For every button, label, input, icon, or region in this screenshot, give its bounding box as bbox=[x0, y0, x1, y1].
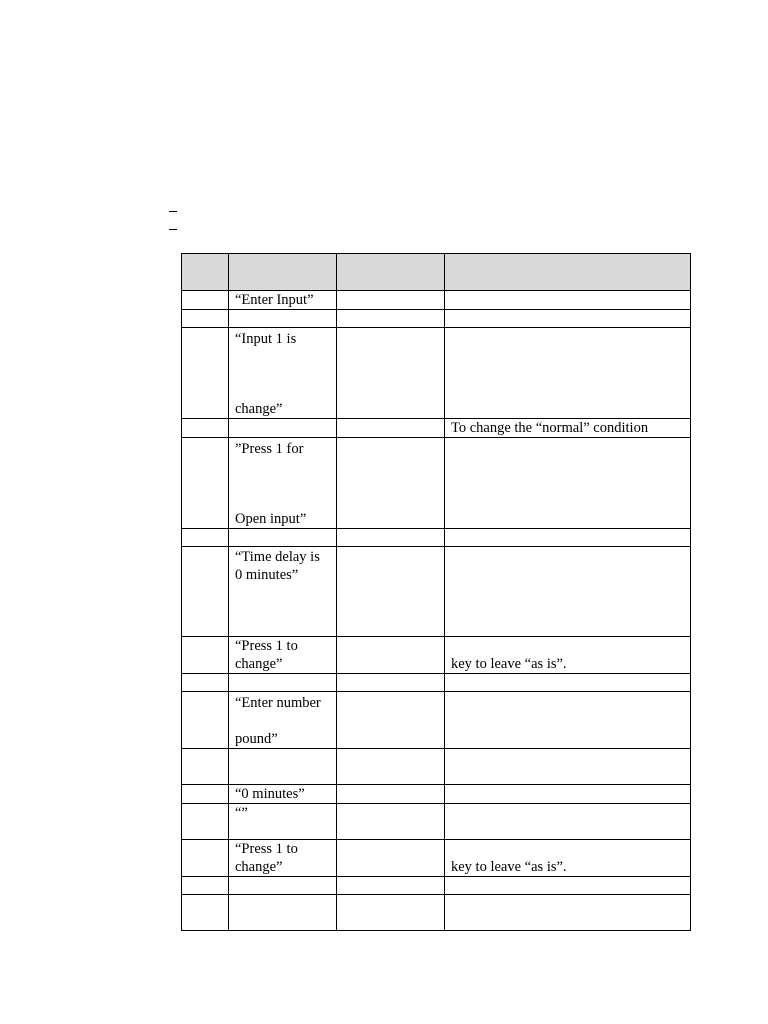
description-cell bbox=[445, 785, 691, 804]
prompt-spacer bbox=[235, 712, 336, 730]
action-cell bbox=[337, 840, 445, 877]
table-row bbox=[182, 419, 691, 438]
prompt-cell bbox=[229, 328, 337, 419]
action-cell bbox=[337, 529, 445, 547]
action-cell bbox=[337, 328, 445, 419]
description-cell bbox=[445, 895, 691, 931]
prompt-text: ”Press 1 for bbox=[235, 441, 304, 457]
prompt-cell bbox=[229, 840, 337, 877]
prompt-cell bbox=[229, 291, 337, 310]
action-cell bbox=[337, 547, 445, 637]
prompt-cell bbox=[229, 310, 337, 328]
step-cell bbox=[182, 785, 229, 804]
prompt-cell bbox=[229, 419, 337, 438]
step-cell bbox=[182, 328, 229, 419]
step-cell bbox=[182, 637, 229, 674]
description-text: To change the “normal” condition bbox=[451, 420, 649, 436]
description-cell bbox=[445, 749, 691, 785]
procedure-table bbox=[181, 253, 691, 931]
table-row bbox=[182, 547, 691, 637]
table-row bbox=[182, 785, 691, 804]
prompt-text: “Time delay is bbox=[235, 549, 320, 565]
step-cell bbox=[182, 547, 229, 637]
list-bullet-dash bbox=[169, 211, 177, 212]
step-cell bbox=[182, 877, 229, 895]
action-cell bbox=[337, 419, 445, 438]
prompt-cell bbox=[229, 749, 337, 785]
step-cell bbox=[182, 438, 229, 529]
table-row bbox=[182, 529, 691, 547]
action-cell bbox=[337, 674, 445, 692]
action-cell bbox=[337, 804, 445, 840]
step-cell bbox=[182, 674, 229, 692]
prompt-spacer bbox=[235, 458, 336, 494]
description-cell bbox=[445, 877, 691, 895]
prompt-cell bbox=[229, 529, 337, 547]
prompt-text: “Enter Input” bbox=[235, 292, 314, 308]
description-cell bbox=[445, 804, 691, 840]
prompt-text: “Input 1 is bbox=[235, 331, 297, 347]
table-row bbox=[182, 291, 691, 310]
header-cell-prompt bbox=[229, 254, 337, 291]
step-cell bbox=[182, 749, 229, 785]
prompt-cell bbox=[229, 438, 337, 529]
table-row bbox=[182, 328, 691, 419]
description-cell bbox=[445, 438, 691, 529]
description-cell bbox=[445, 529, 691, 547]
table-header-row bbox=[182, 254, 691, 291]
header-cell-description bbox=[445, 254, 691, 291]
prompt-cell bbox=[229, 674, 337, 692]
action-cell bbox=[337, 438, 445, 529]
description-cell bbox=[445, 840, 691, 877]
prompt-cell bbox=[229, 547, 337, 637]
action-cell bbox=[337, 877, 445, 895]
step-cell bbox=[182, 895, 229, 931]
prompt-text: change” bbox=[235, 656, 283, 672]
step-cell bbox=[182, 692, 229, 749]
table-row bbox=[182, 877, 691, 895]
table-row bbox=[182, 895, 691, 931]
table-row bbox=[182, 749, 691, 785]
prompt-text: “” bbox=[235, 805, 248, 821]
prompt-text: change” bbox=[235, 401, 283, 417]
prompt-cell bbox=[229, 692, 337, 749]
prompt-text: 0 minutes” bbox=[235, 567, 299, 583]
prompt-cell bbox=[229, 637, 337, 674]
prompt-text: Open input” bbox=[235, 511, 307, 527]
step-cell bbox=[182, 840, 229, 877]
table-row bbox=[182, 637, 691, 674]
description-spacer bbox=[451, 840, 690, 858]
table-row bbox=[182, 674, 691, 692]
table-row bbox=[182, 804, 691, 840]
action-cell bbox=[337, 895, 445, 931]
header-cell-action bbox=[337, 254, 445, 291]
prompt-cell bbox=[229, 877, 337, 895]
step-cell bbox=[182, 310, 229, 328]
list-bullet-dash bbox=[169, 229, 177, 230]
table-row bbox=[182, 840, 691, 877]
table-row bbox=[182, 310, 691, 328]
prompt-cell bbox=[229, 895, 337, 931]
description-cell bbox=[445, 674, 691, 692]
description-cell bbox=[445, 637, 691, 674]
prompt-cell bbox=[229, 785, 337, 804]
prompt-text: “Enter number bbox=[235, 695, 321, 711]
step-cell bbox=[182, 529, 229, 547]
action-cell bbox=[337, 692, 445, 749]
step-cell bbox=[182, 804, 229, 840]
step-cell bbox=[182, 291, 229, 310]
description-cell bbox=[445, 328, 691, 419]
prompt-text: “Press 1 to bbox=[235, 841, 298, 857]
action-cell bbox=[337, 637, 445, 674]
description-spacer bbox=[451, 637, 690, 655]
prompt-spacer bbox=[235, 348, 336, 384]
action-cell bbox=[337, 785, 445, 804]
prompt-cell bbox=[229, 804, 337, 840]
prompt-text: pound” bbox=[235, 731, 278, 747]
description-cell bbox=[445, 547, 691, 637]
description-cell bbox=[445, 692, 691, 749]
step-cell bbox=[182, 419, 229, 438]
action-cell bbox=[337, 310, 445, 328]
table-row bbox=[182, 692, 691, 749]
description-text: key to leave “as is”. bbox=[451, 859, 567, 875]
description-cell bbox=[445, 291, 691, 310]
action-cell bbox=[337, 291, 445, 310]
description-cell bbox=[445, 419, 691, 438]
table-row bbox=[182, 438, 691, 529]
description-cell bbox=[445, 310, 691, 328]
header-cell-step bbox=[182, 254, 229, 291]
prompt-text: change” bbox=[235, 859, 283, 875]
prompt-text: “0 minutes” bbox=[235, 786, 305, 802]
prompt-text: “Press 1 to bbox=[235, 638, 298, 654]
action-cell bbox=[337, 749, 445, 785]
description-text: key to leave “as is”. bbox=[451, 656, 567, 672]
